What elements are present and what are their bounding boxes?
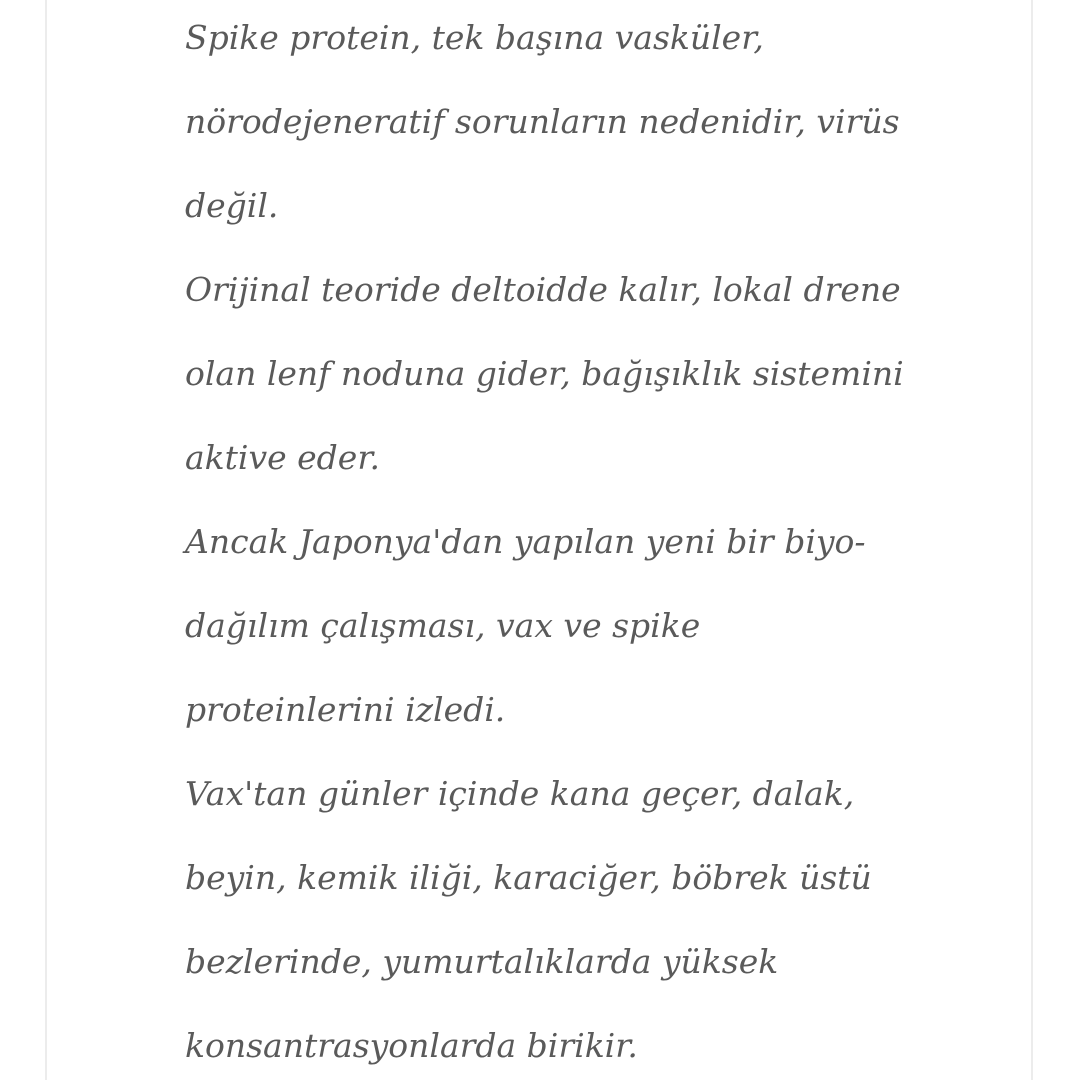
paragraph-organ-accumulation: [185, 752, 1025, 1080]
text-line: bezlerinde, yumurtalıklarda yüksek: [185, 942, 779, 981]
content-border-right: [1031, 0, 1033, 1080]
paragraph-original-theory: [185, 248, 1025, 500]
text-line: proteinlerini izledi.: [185, 690, 506, 729]
text-line: Vax'tan günler içinde kana geçer, dalak,: [185, 774, 855, 813]
text-line: dağılım çalışması, vax ve spike: [185, 606, 701, 645]
paragraph-spike-protein: [185, 0, 1025, 248]
text-line: konsantrasyonlarda birikir.: [185, 1026, 638, 1065]
text-line: değil.: [185, 186, 279, 225]
content-border-left: [45, 0, 47, 1080]
text-line: Ancak Japonya'dan yapılan yeni bir biyo-: [185, 522, 866, 561]
text-line: aktive eder.: [185, 438, 380, 477]
paragraph-japan-study: [185, 500, 1025, 752]
text-line: Spike protein, tek başına vasküler,: [185, 18, 764, 57]
text-line: beyin, kemik iliği, karaciğer, böbrek üstü: [185, 858, 872, 897]
text-line: Orijinal teoride deltoidde kalır, lokal drene: [185, 270, 901, 309]
text-line: nörodejeneratif sorunların nedenidir, virüs: [185, 102, 900, 141]
text-line: olan lenf noduna gider, bağışıklık sistemini: [185, 354, 904, 393]
article-body: [185, 0, 1025, 1080]
